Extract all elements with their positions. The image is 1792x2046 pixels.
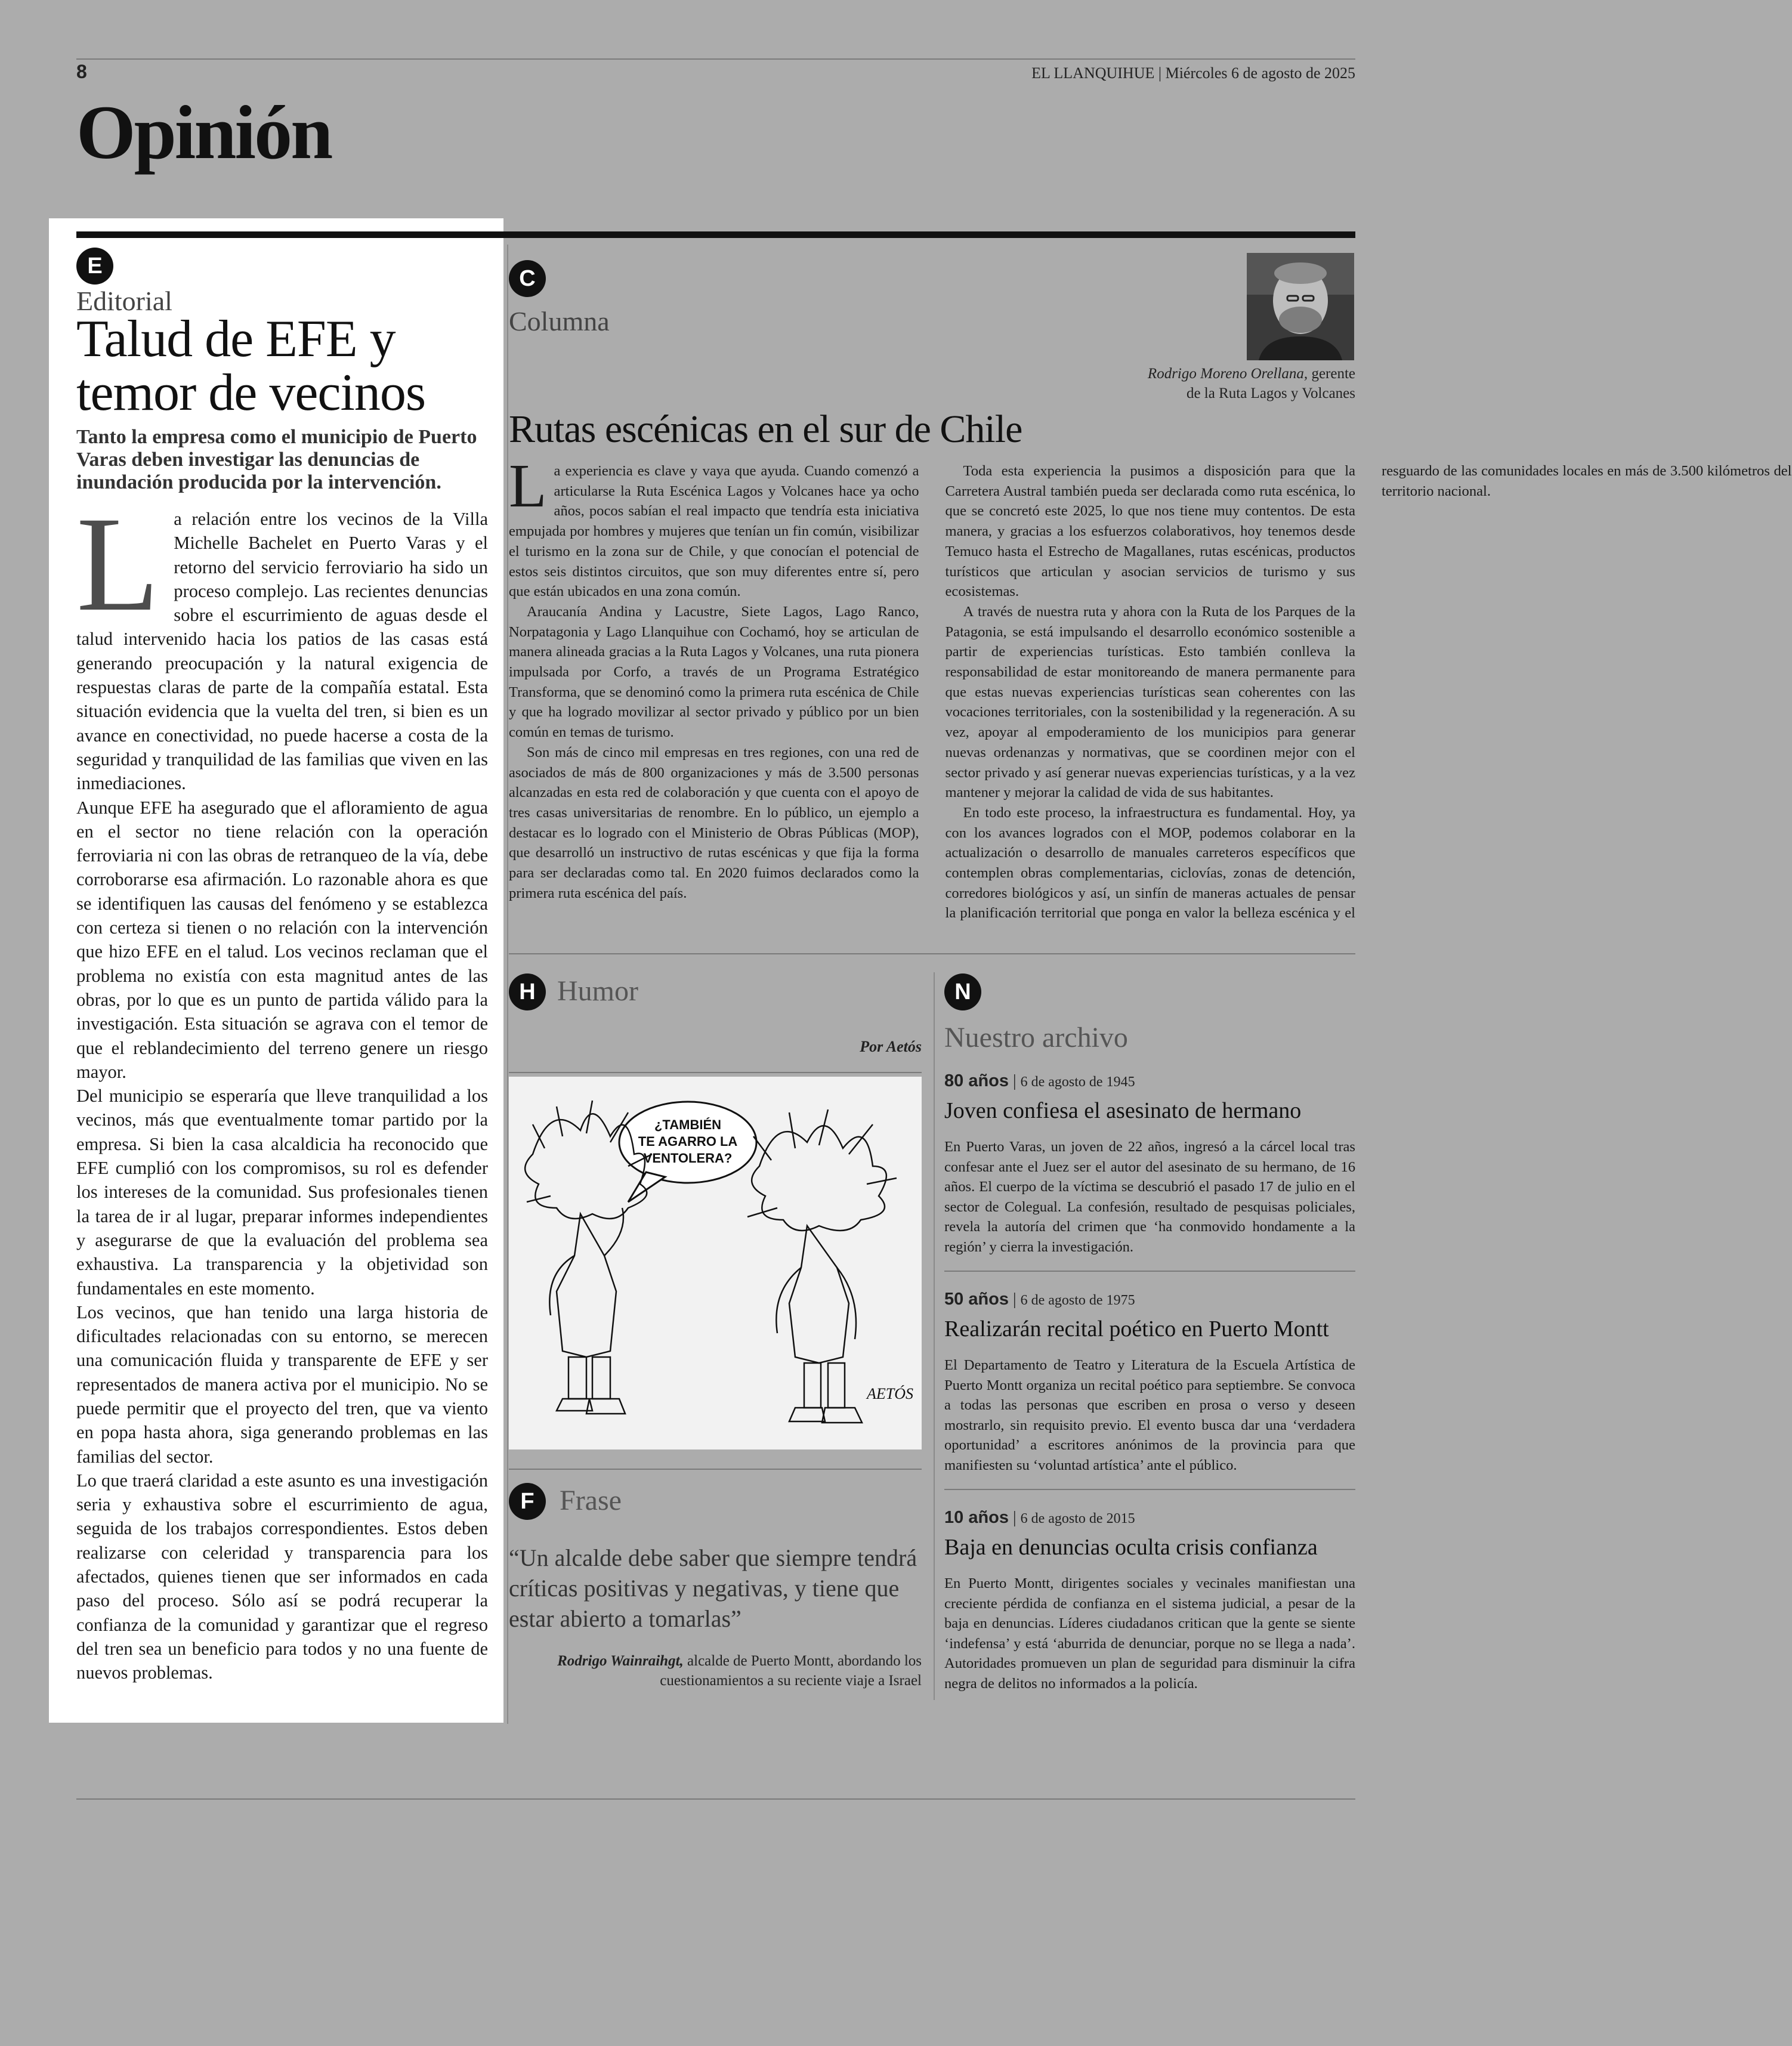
cartoon-bubble-text: VENTOLERA? [643, 1151, 733, 1166]
archive-item-title: Baja en denuncias oculta crisis confianza [944, 1535, 1318, 1560]
humor-cartoon [509, 1077, 922, 1449]
editorial-headline [76, 310, 494, 422]
middle-divider [934, 972, 935, 1700]
column-paragraph: Son más de cinco mil empresas en tres regiones, con una red de asociados de más de 800 organizaciones y más de 3.500 personas alcanzadas en esta red de colaboración y que cuenta con el apoyo de tres casas universitarias de renombre. En lo público, un ejemplo a destacar es lo logrado con el Ministerio de Obras Públicas (MOP), que desarrolló un instructivo de rutas escénicas y que fija la forma para ser declaradas como tal. En 2020 fuimos declarados como la primera ruta escénica del país. [509, 744, 919, 901]
column-divider [507, 245, 508, 1724]
section-rule [76, 231, 1355, 238]
archive-date: 6 de agosto de 1975 [1020, 1293, 1135, 1308]
frase-quote: “Un alcalde debe saber que siempre tendrá críticas positivas y negativas, y tiene que estar abierto a tomarlas” [509, 1544, 917, 1632]
editorial-paragraph: Lo que traerá claridad a este asunto es una investigación seria y exhaustiva sobre el escurrimiento de agua, seguida de los trabajos correspondientes. Estos deben realizarse con celeridad y transparencia para los afectados, quienes tienen que ser informados en cada paso del proceso. Sólo así se podrá recuperar la confianza de la comunidad y garantizar que el regreso del tren sea un beneficio para todos y no una fuente de nuevos problemas. [76, 1470, 488, 1683]
archive-years: 50 años [944, 1290, 1009, 1309]
archive-date: 6 de agosto de 2015 [1020, 1511, 1135, 1526]
page-number: 8 [76, 61, 87, 82]
column-author-name: Rodrigo Moreno Orellana, [1147, 366, 1308, 382]
humor-badge: H [509, 973, 546, 1010]
archive-badge: N [944, 973, 981, 1010]
cartoon-drawing-icon [509, 1077, 922, 1449]
frase-kicker: Frase [560, 1485, 622, 1516]
editorial-headline-line1: Talud de EFE y [76, 310, 396, 368]
archive-item-meta: 80 años | 6 de agosto de 1945 [944, 1071, 1135, 1090]
frase-badge: F [509, 1483, 546, 1520]
archive-item-text: En Puerto Varas, un joven de 22 años, ingresó a la cárcel local tras confesar ante el Juez ser el autor del asesinato de su hermano, de 16 años. El cuerpo de la víctima se descubrió el pasado 17 de julio en el sector de Colegual. La confesión, resultado de pesquisas policiales, revela la autoría del crimen que ‘ha conmovido hondamente a la región’ y cierra la investigación. [944, 1139, 1355, 1255]
editorial-paragraph: a relación entre los vecinos de la Villa Michelle Bachelet en Puerto Varas y el retorno del servicio ferroviario ha sido un proceso complejo. Las recientes denuncias sobre el escurrimiento de aguas desde el talud intervenido hacia los patios de las casas está generando preocupación y la natural exigencia de respuestas claras de parte de la compañía estatal. Esta situación evidencia que la vuelta del tren, si bien es un avance en conectividad, no puede hacerse a costa de la seguridad y tranquilidad de las familias que viven en las inmediaciones. [76, 509, 488, 794]
archive-item-meta: 10 años | 6 de agosto de 2015 [944, 1508, 1135, 1527]
editorial-body [76, 489, 488, 1685]
column-body [509, 452, 1792, 938]
cartoon-signature: AETÓS [867, 1385, 913, 1402]
column-bottom-rule [509, 953, 1355, 954]
column-dropcap: L [509, 452, 547, 520]
frase-credit [509, 1651, 922, 1690]
column-badge: C [509, 260, 546, 297]
archive-item-text: El Departamento de Teatro y Literatura de la Escuela Artística de Puerto Montt organiza un recital poético para septiembre. Se convoca a todas las personas que escriben en prosa o verso y deseen mostrarlo, sin requisito previo. El evento busca dar una ‘verdadera oportunidad’ a escritores anónimos de la provincia para que manifiesten su ‘voluntad artística’ ante el público. [944, 1357, 1355, 1473]
column-paragraph: A través de nuestra ruta y ahora con la Ruta de los Parques de la Patagonia, se está impulsando el desarrollo económico sostenible a partir de experiencias turísticas. Esto también conlleva la responsabilidad de estar monitoreando de manera permanente para que estas nuevas experiencias turísticas sean coherentes con las vocaciones territoriales, con la sostenibilidad y la regeneración. A su vez, apoyar al empoderamiento de los municipios para generar nuevas ordenanzas y normativas, que se coordinen mejor con el sector privado y así generar nuevas experiencias turísticas, y a la vez mantener y mejorar la calidad de vida de sus habitantes. [945, 603, 1355, 801]
frase-author-role: alcalde de Puerto Montt, abordando los cuestionamientos a su reciente viaje a Israel [660, 1653, 922, 1689]
column-paragraph: a experiencia es clave y vaya que ayuda. Cuando comenzó a articularse la Ruta Escénica Lagos y Volcanes hace ya ocho años, pocos sabían el real impacto que tendría esta iniciativa empujada por hombres y mujeres que tenían un fin común, visibilizar el turismo en la zona sur de Chile, y que conocían el potencial de estos seis distintos circuitos, que son muy diferentes entre sí, pero que están ubicados en una zona común. [509, 463, 919, 600]
cartoon-bubble-text: ¿TAMBIÉN [654, 1117, 722, 1132]
editorial-kicker: Editorial [76, 286, 172, 316]
editorial-dropcap: L [76, 489, 160, 639]
column-headline: Rutas escénicas en el sur de Chile [509, 407, 1022, 451]
masthead: EL LLANQUIHUE | Miércoles 6 de agosto de 2025 [1031, 64, 1355, 82]
archive-kicker: Nuestro archivo [944, 1022, 1128, 1053]
column-paragraph: Toda esta experiencia la pusimos a disposición para que la Carretera Austral también pueda ser declarada como ruta escénica, lo que se concretó este 2025, lo que nos tiene muy contentos. De esta manera, y gracias a los esfuerzos colaborativos, hoy tenemos desde Temuco hasta el Estrecho de Magallanes, rutas escénicas, productos turísticos que articulan y asocian servicios de turismo y sus ecosistemas. [945, 463, 1355, 600]
column-author-role: gerente [1311, 366, 1355, 382]
editorial-deck: Tanto la empresa como el municipio de Puerto Varas deben investigar las denuncias de inundación producida por la intervención. [76, 426, 477, 493]
archive-years: 80 años [944, 1071, 1009, 1090]
archive-item-meta: 50 años | 6 de agosto de 1975 [944, 1290, 1135, 1309]
editorial-paragraph: Aunque EFE ha asegurado que el afloramiento de agua en el sector no tiene relación con la operación ferroviaria ni con las obras de retranqueo de la vía, debe corroborarse esa afirmación. Lo razonable ahora es que se identifiquen las causas del fenómeno y se establezca con certeza si tienen o no relación con la intervención que hizo EFE en el talud. Los vecinos reclaman que el problema no existía con esta magnitud antes de las obras, por lo que es un punto de partida válido para la investigación. Esta situación se agrava con el temor de que el reblandecimiento del terreno genere un riesgo mayor. [76, 797, 488, 1082]
archive-rule [944, 1271, 1355, 1272]
editorial-paragraph: Los vecinos, que han tenido una larga historia de dificultades relacionadas con su entorno, se merecen una comunicación fluida y transparente de EFE y ser representados de manera activa por el municipio. No se puede permitir que el proyecto del tren, que va viento en popa hasta ahora, siga generando problemas en las familias del sector. [76, 1302, 488, 1467]
frase-author: Rodrigo Wainraihgt, [557, 1653, 684, 1669]
cartoon-bubble-text: TE AGARRO LA [638, 1134, 738, 1149]
section-title: Opinión [76, 90, 332, 175]
column-author-org: de la Ruta Lagos y Volcanes [1186, 385, 1355, 401]
archive-item-title: Realizarán recital poético en Puerto Montt [944, 1316, 1329, 1342]
column-author-credit [985, 364, 1355, 403]
column-paragraph: En todo este proceso, la infraestructura es fundamental. Hoy, ya con los avances logrados con el MOP, podemos colaborar en la actualización o desarrollo de manuales carreteros específicos que contemplen obras complementarias, ciclovías, zonas de detención, corredores biológicos y así, un sinfín de maneras actuales de pensar la planificación territorial que ponga en valor la belleza escénica y el resguardo de las comunidades locales en más de 3.500 kilómetros del territorio nacional. [945, 463, 1792, 922]
author-photo [1247, 253, 1354, 360]
bottom-rule [76, 1798, 1355, 1800]
editorial-paragraph: Del municipio se esperaría que lleve tranquilidad a los vecinos, más que eventualmente tomar partido por la empresa. Si bien la casa alcaldicia ha reconocido que EFE cumplió con los compromisos, su rol es defender los intereses de la comunidad. Sus profesionales tienen la tarea de ir al lugar, preparar informes independientes y asegurarse de que la evaluación del problema sea exhaustiva. La transparencia y la objetividad son fundamentales en este momento. [76, 1086, 488, 1299]
humor-kicker: Humor [557, 975, 638, 1007]
editorial-headline-line2: temor de vecinos [76, 364, 426, 422]
archive-date: 6 de agosto de 1945 [1020, 1074, 1135, 1090]
archive-item-title: Joven confiesa el asesinato de hermano [944, 1098, 1302, 1123]
author-portrait-icon [1247, 253, 1354, 360]
archive-years: 10 años [944, 1508, 1009, 1527]
column-paragraph: Araucanía Andina y Lacustre, Siete Lagos, Lago Ranco, Norpatagonia y Lago Llanquihue con Cochamó, hoy se articulan de manera alineada gracias a la Ruta Lagos y Volcanes, una ruta pionera impulsada por Corfo, a través de un Programa Estratégico Transforma, que se denominó como la primera ruta escénica de Chile y que ha logrado movilizar al sector privado y público por un bien común en temas de turismo. [509, 603, 919, 741]
archive-rule [944, 1489, 1355, 1490]
editorial-badge: E [76, 248, 113, 285]
column-kicker: Columna [509, 306, 610, 336]
humor-top-rule [509, 1072, 922, 1073]
humor-bottom-rule [509, 1469, 922, 1470]
humor-credit: Por Aetós [860, 1038, 922, 1055]
top-rule [76, 58, 1355, 60]
archive-item-text: En Puerto Montt, dirigentes sociales y vecinales manifiestan una creciente pérdida de confianza en el sistema judicial, a pesar de la baja en denuncias. Líderes ciudadanos critican que la gente se siente ‘indefensa’ y está ‘aburrida de denunciar, porque no se llega a nada’. Autoridades promueven un plan de seguridad para disminuir la cifra negra de delitos no informados a la policía. [944, 1575, 1355, 1692]
